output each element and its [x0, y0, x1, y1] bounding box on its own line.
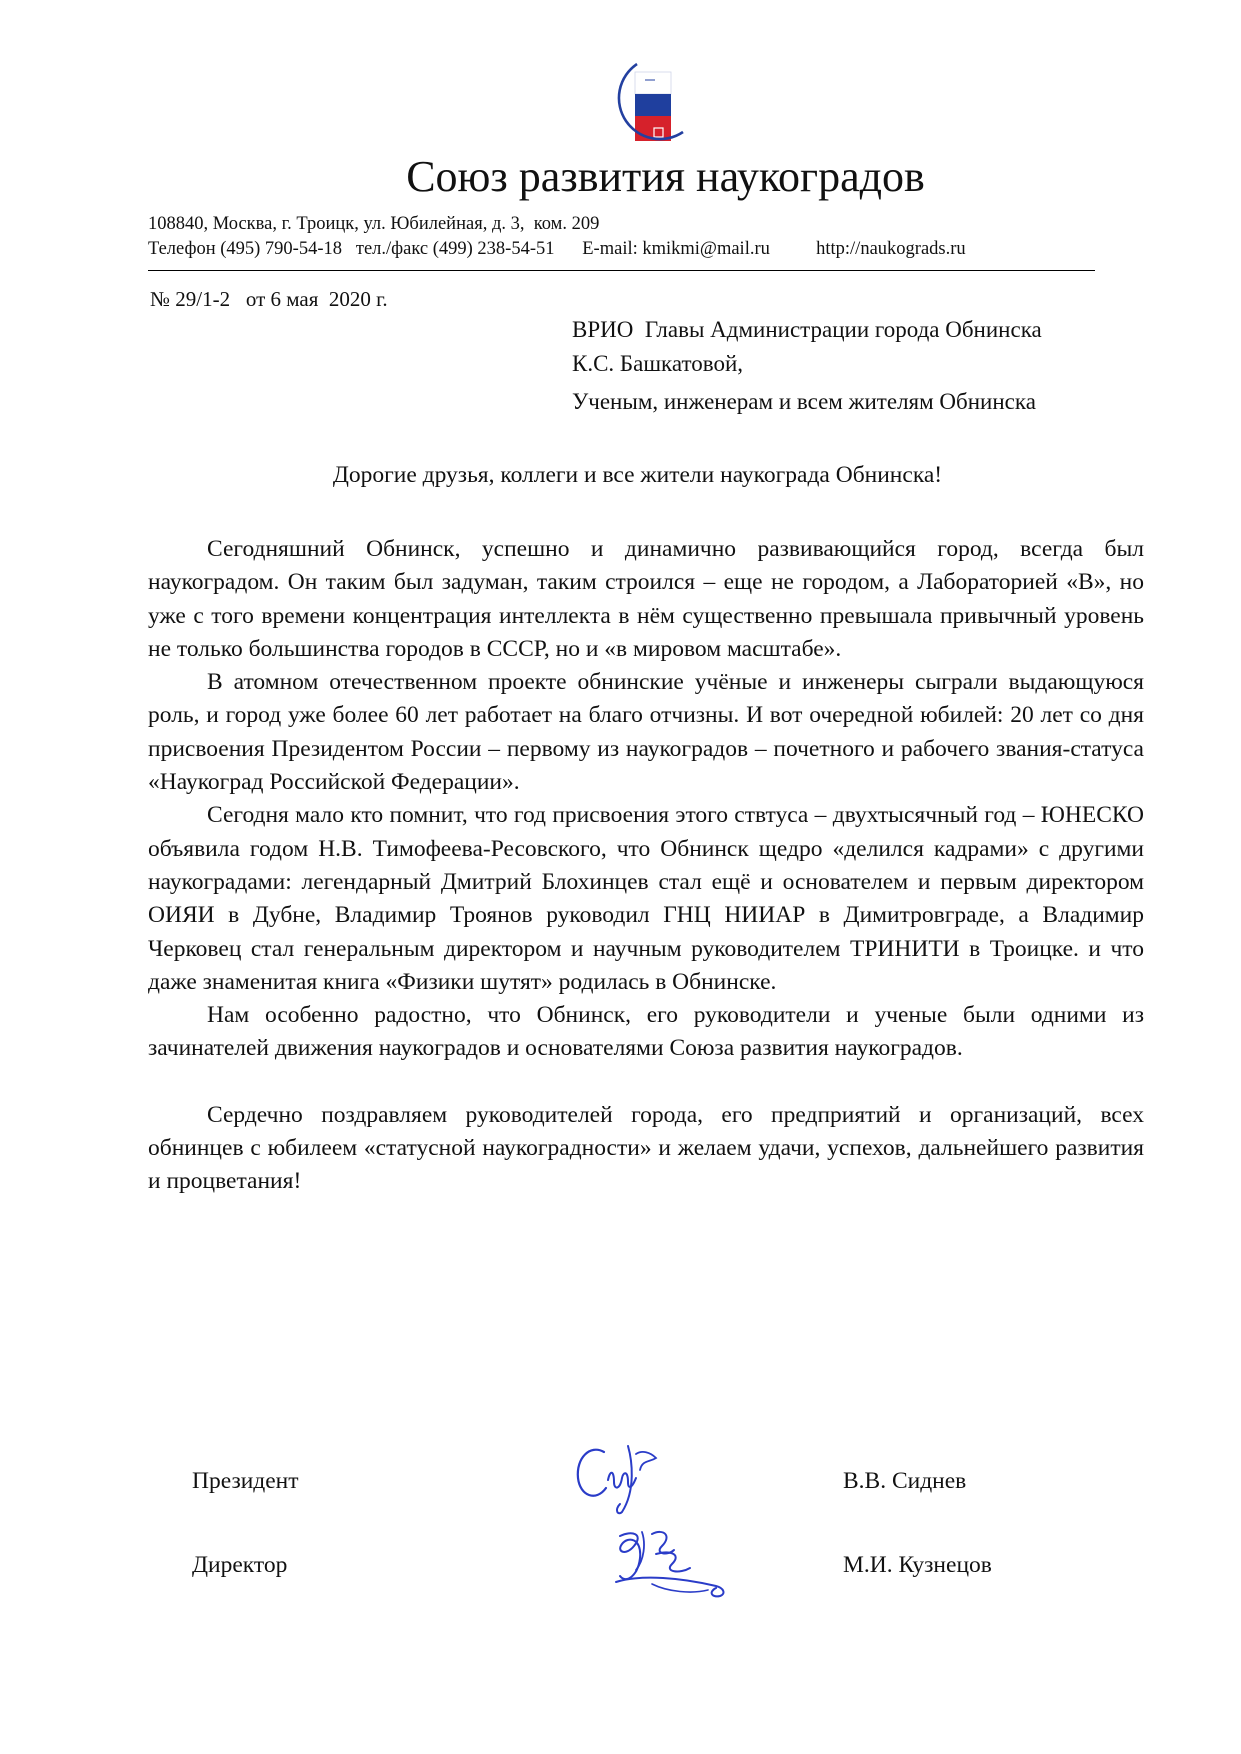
letter-body — [148, 533, 1144, 1199]
document-number: № 29/1-2 от 6 мая 2020 г. — [150, 287, 388, 311]
organization-name: Союз развития наукоградов — [406, 152, 925, 201]
handwritten-signature-president — [570, 1440, 670, 1516]
body-paragraph: Сердечно поздравляем руководителей города, его предприятий и организаций, всех обнинцев с юбилеем «статусной наукоградности» и желаем удачи, успехов, дальнейшего развития и процветания! — [148, 1101, 1144, 1195]
signatory-role-president: Президент — [192, 1468, 299, 1494]
greeting: Дорогие друзья, коллеги и все жители наукограда Обнинска! — [332, 462, 943, 488]
body-paragraph: Нам особенно радостно, что Обнинск, его руководители и ученые были одними из зачинателей движения наукоградов и основателями Союза развития наукоградов. — [148, 1002, 1144, 1062]
addressee-line: Ученым, инженерам и всем жителям Обнинска — [572, 389, 1036, 414]
addressee-line: ВРИО Главы Администрации города Обнинска — [572, 317, 1042, 342]
body-paragraph: Сегодняшний Обнинск, успешно и динамично развивающийся город, всегда был наукоградом. Он таким был задуман, таким строился – еще не городом, а Лабораторией «В», но уже с того времени концентрация интеллекта в нём существенно превышала привычный уровень не только большинства городов в СССР, но и «в мировом масштабе». — [148, 536, 1144, 662]
handwritten-signature-director — [612, 1524, 732, 1602]
signatory-name-director: М.И. Кузнецов — [843, 1552, 992, 1578]
body-paragraph: В атомном отечественном проекте обнинские учёные и инженеры сыграли выдающуюся роль, и город уже более 60 лет работает на благо отчизны. И вот очередной юбилей: 20 лет со дня присвоения Президентом России – первому из наукоградов – почетного и рабочего звания-статуса «Наукоград Российской Федерации». — [148, 669, 1144, 796]
organization-contacts: Телефон (495) 790-54-18 тел./факс (499) 238-54-51 E-mail: kmikmi@mail.ru http://naukograds.ru — [148, 239, 966, 259]
header-divider — [148, 270, 1095, 271]
organization-logo — [597, 62, 701, 154]
signatory-name-president: В.В. Сиднев — [843, 1468, 967, 1494]
signatory-role-director: Директор — [192, 1552, 288, 1578]
body-paragraph: Сегодня мало кто помнит, что год присвоения этого ствтуса – двухтысячный год – ЮНЕСКО объявила годом Н.В. Тимофеева-Ресовского, что Обнинск щедро «делился кадрами» с другими наукоградами: легендарный Дмитрий Блохинцев стал ещё и основателем и первым директором ОИЯИ в Дубне, Владимир Троянов руководил ГНЦ НИИАР в Димитровграде, а Владимир Черковец стал генеральным директором и научным руководителем ТРИНИТИ в Троицке. и что даже знаменитая книга «Физики шутят» родилась в Обнинске. — [148, 802, 1144, 995]
addressee-line: К.С. Башкатовой, — [572, 351, 744, 376]
organization-address: 108840, Москва, г. Троицк, ул. Юбилейная, д. 3, ком. 209 — [148, 214, 600, 234]
